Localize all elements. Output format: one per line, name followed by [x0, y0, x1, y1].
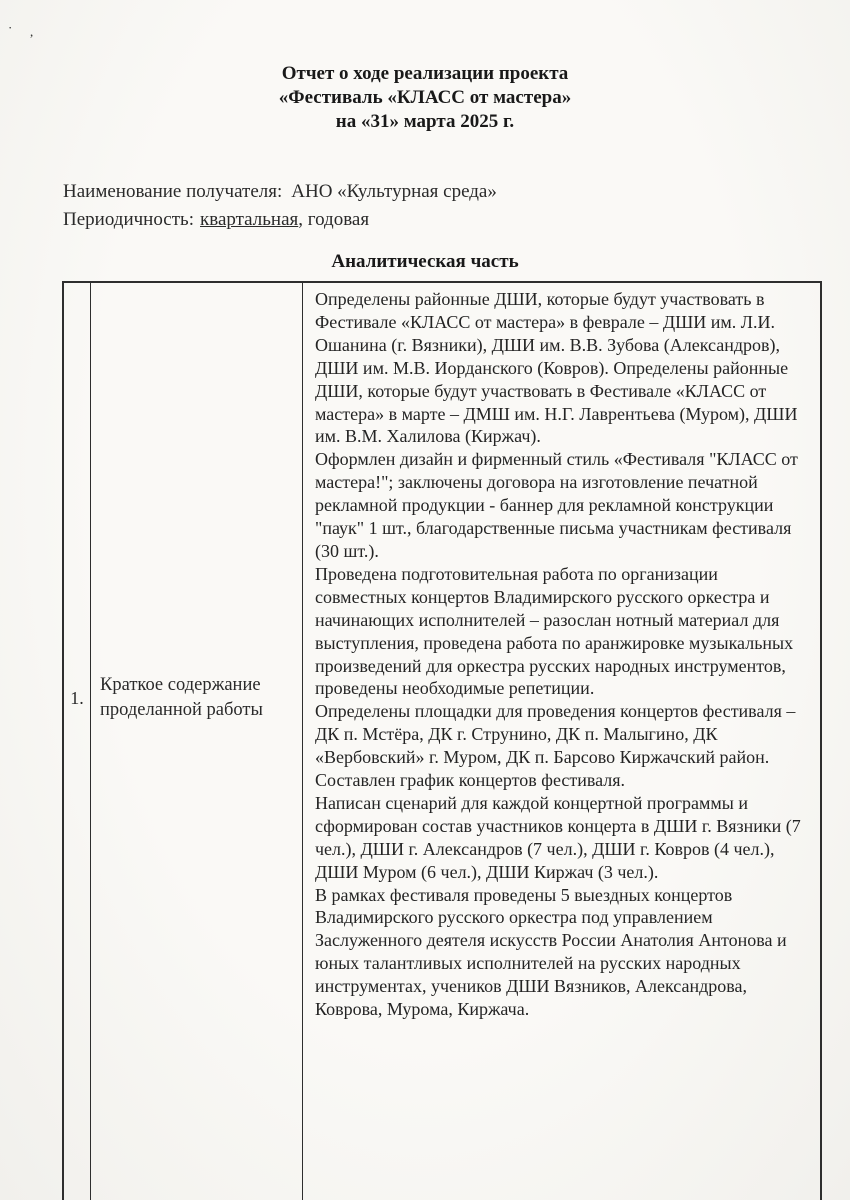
periodicity-underlined-value: квартальная — [200, 209, 299, 230]
periodicity-rest-value: , годовая — [298, 209, 370, 230]
document-title — [0, 62, 850, 134]
recipient-label: Наименование получателя: — [63, 181, 283, 202]
title-line-3: на «31» марта 2025 г. — [335, 111, 515, 132]
content-paragraph-2: Оформлен дизайн и фирменный стиль «Фестиваля "КЛАСС от мастера!"; заключены договора на изготовление печатной рекламной продукции - баннер для рекламной конструкции "паук" 1 шт., благодарственные письма участникам фестиваля (30 шт.). — [315, 449, 798, 561]
row-number: 1. — [70, 687, 84, 708]
table-row-label-cell — [91, 283, 303, 1200]
section-heading: Аналитическая часть — [331, 251, 519, 272]
table-row-content-cell — [303, 283, 820, 1200]
scan-artifact: · — [8, 20, 19, 35]
scan-artifact: , — [30, 24, 40, 39]
recipient-line — [63, 178, 497, 206]
periodicity-label: Периодичность: — [63, 209, 194, 230]
document-meta — [63, 178, 497, 234]
table-row-number-cell — [64, 283, 91, 1200]
recipient-value: АНО «Культурная среда» — [291, 181, 497, 202]
content-paragraph-3: Проведена подготовительная работа по организации совместных концертов Владимирского русского оркестра и начинающих исполнителей – разослан нотный материал для выступления, проведена работа по аранжировке музыкальных произведений для оркестра русских народных инструментов, проведены необходимые репетиции. — [315, 563, 794, 699]
row-label: Краткое содержание проделанной работы — [100, 675, 263, 720]
content-paragraph-4: Определены площадки для проведения концертов фестиваля – ДК п. Мстёра, ДК г. Струнино, ДК п. Малыгино, ДК «Вербовский» г. Муром, ДК п. Барсово Киржачский район. Составлен график концертов фестиваля. — [315, 701, 796, 791]
content-paragraph-5: Написан сценарий для каждой концертной программы и сформирован состав участников концерта в ДШИ г. Вязники (7 чел.), ДШИ г. Александров (7 чел.), ДШИ г. Ковров (4 чел.), ДШИ Муром (6 чел.), ДШИ Киржач (3 чел.). — [315, 792, 801, 882]
content-paragraph-6: В рамках фестиваля проведены 5 выездных концертов Владимирского русского оркестра под управлением Заслуженного деятеля искусств России Анатолия Антонова и юных талантливых исполнителей на русских народных инструментах, учеников ДШИ Вязников, Александрова, Коврова, Мурома, Киржача. — [315, 884, 787, 1020]
title-line-2: «Фестиваль «КЛАСС от мастера» — [278, 87, 572, 108]
periodicity-line — [63, 206, 497, 234]
content-paragraph-1: Определены районные ДШИ, которые будут участвовать в Фестивале «КЛАСС от мастера» в феврале – ДШИ им. Л.И. Ошанина (г. Вязники), ДШИ им. В.В. Зубова (Александров), ДШИ им. М.В. Иорданского (Ковров). Определены районные ДШИ, которые будут участвовать в Фестивале «КЛАСС от мастера» в марте – ДМШ им. Н.Г. Лаврентьева (Муром), ДШИ им. В.М. Халилова (Киржач). — [315, 289, 798, 447]
title-line-1: Отчет о ходе реализации проекта — [281, 63, 569, 84]
report-table — [62, 281, 822, 1200]
